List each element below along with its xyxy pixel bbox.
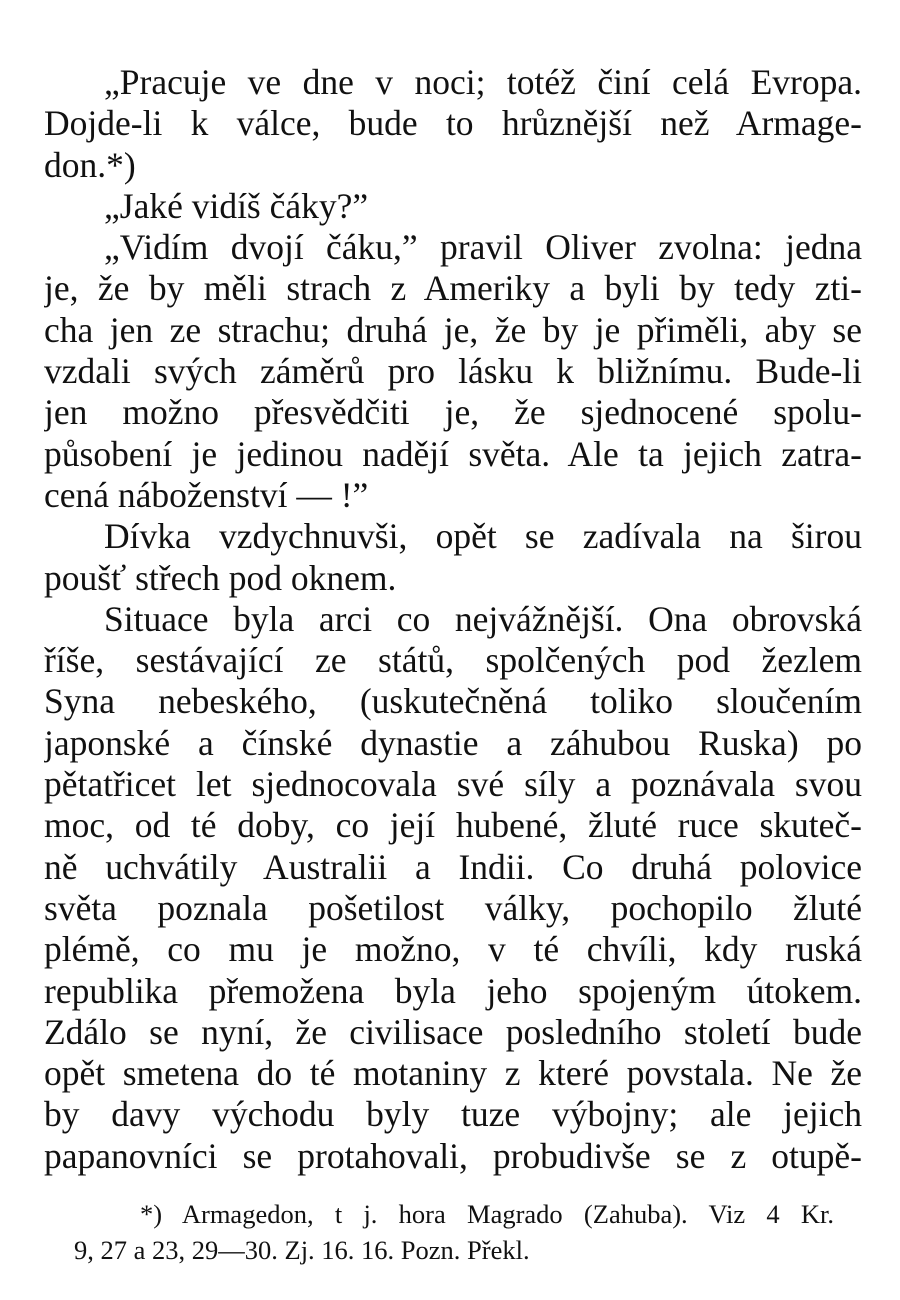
- text-line: Situace byla arci co nejvážnější. Ona obrovská: [104, 598, 862, 639]
- page-body: [44, 62, 862, 1177]
- text-line: opět smetena do té motaniny z které povstala. Ne že: [44, 1053, 862, 1094]
- text-line: japonské a čínské dynastie a záhubou Ruska) po: [44, 722, 862, 763]
- text-line: vzdali svých záměrů pro lásku k bližnímu. Bude-li: [44, 351, 862, 392]
- text-line: papanovníci se protahovali, probudivše se z otupě-: [44, 1135, 862, 1176]
- text-line: Syna nebeského, (uskutečněná toliko sloučením: [44, 681, 862, 722]
- text-line: don.*): [44, 144, 136, 185]
- footnote-text: [74, 1196, 834, 1268]
- text-line: říše, sestávající ze států, spolčených pod žezlem: [44, 640, 862, 681]
- footnote-line: 9, 27 a 23, 29—30. Zj. 16. 16. Pozn. Překl.: [74, 1235, 530, 1265]
- text-line: působení je jedinou nadějí světa. Ale ta jejich zatra-: [44, 433, 862, 474]
- text-line: cená náboženství — !”: [44, 474, 369, 515]
- text-line: Zdálo se nyní, že civilisace posledního století bude: [44, 1011, 862, 1052]
- text-line: „Jaké vidíš čáky?”: [104, 185, 369, 226]
- text-line: ně uchvátily Australii a Indii. Co druhá polovice: [44, 846, 862, 887]
- body-text: [44, 62, 862, 1177]
- text-line: Dojde-li k válce, bude to hrůznější než Armage-: [44, 103, 862, 144]
- text-line: Dívka vzdychnuvši, opět se zadívala na širou: [104, 516, 862, 557]
- text-line: jen možno přesvědčiti je, že sjednocené spolu-: [44, 392, 862, 433]
- text-line: „Vidím dvojí čáku,” pravil Oliver zvolna: jedna: [104, 227, 862, 268]
- text-line: světa poznala pošetilost války, pochopilo žluté: [44, 887, 862, 928]
- text-line: je, že by měli strach z Ameriky a byli by tedy zti-: [44, 268, 862, 309]
- text-line: „Pracuje ve dne v noci; totéž činí celá Evropa.: [104, 62, 862, 102]
- text-line: moc, od té doby, co její hubené, žluté ruce skuteč-: [44, 805, 862, 846]
- footnote: [74, 1196, 834, 1268]
- text-line: plémě, co mu je možno, v té chvíli, kdy ruská: [44, 929, 862, 970]
- text-line: by davy východu byly tuze výbojny; ale jejich: [44, 1094, 862, 1135]
- text-line: pětatřicet let sjednocovala své síly a poznávala svou: [44, 764, 862, 805]
- footnote-line: *) Armagedon, t j. hora Magrado (Zahuba). Viz 4 Kr.: [140, 1199, 834, 1229]
- text-line: cha jen ze strachu; druhá je, že by je přiměli, aby se: [44, 309, 862, 350]
- text-line: republika přemožena byla jeho spojeným útokem.: [44, 970, 862, 1011]
- text-line: poušť střech pod oknem.: [44, 557, 397, 598]
